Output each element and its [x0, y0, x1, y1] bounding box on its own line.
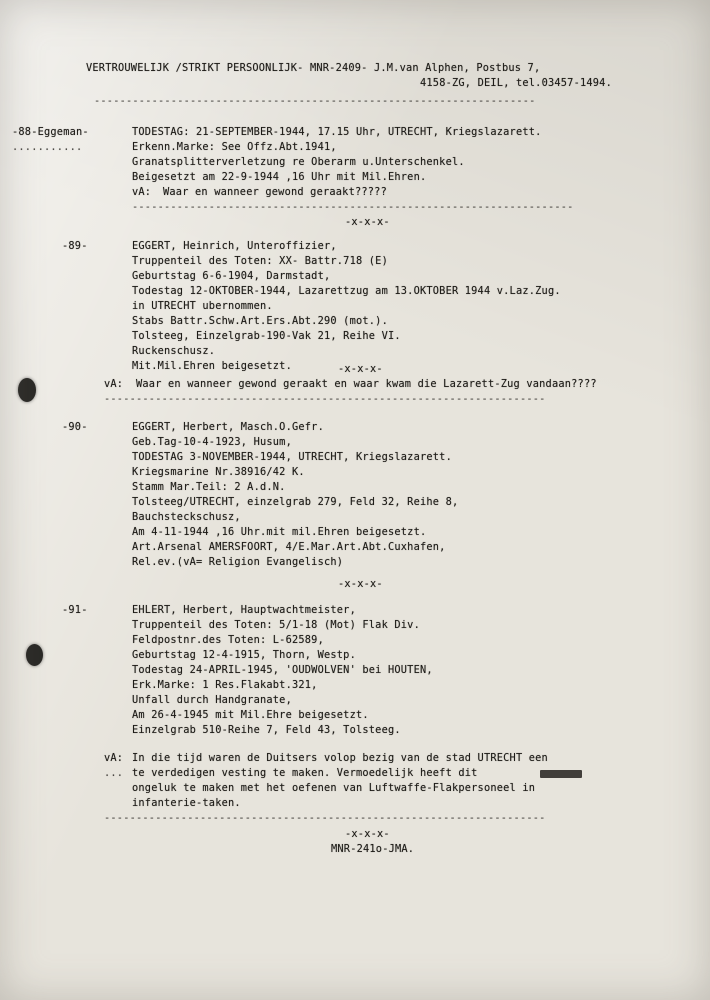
entry-88-line-1: TODESTAG: 21-SEPTEMBER-1944, 17.15 Uhr, UTRECHT, Kriegslazarett. [132, 126, 542, 138]
ink-blot-strikeout [540, 770, 582, 778]
entry-91-line-4: Geburtstag 12-4-1915, Thorn, Westp. [132, 649, 356, 661]
header-line-2: 4158-ZG, DEIL, tel.03457-1494. [420, 77, 612, 89]
entry-91-question-line-3: ongeluk te maken met het oefenen van Luftwaffe-Flakpersoneel in [132, 782, 536, 794]
entry-91-line-3: Feldpostnr.des Toten: L-62589, [132, 634, 324, 646]
entry-88-question-label: vA: [132, 186, 152, 198]
entry-89-line-6: Stabs Battr.Schw.Art.Ers.Abt.290 (mot.). [132, 315, 388, 327]
entry-89-line-7: Tolsteeg, Einzelgrab-190-Vak 21, Reihe VI. [132, 330, 401, 342]
entry-90-line-1: EGGERT, Herbert, Masch.O.Gefr. [132, 421, 324, 433]
entry-dots-88: ........... [12, 141, 83, 153]
entry-90-line-4: Kriegsmarine Nr.38916/42 K. [132, 466, 305, 478]
entry-91-line-7: Unfall durch Handgranate, [132, 694, 292, 706]
entry-91-question-line-1: In die tijd waren de Duitsers volop bezig van de stad UTRECHT een [132, 752, 548, 764]
footer-separator: -x-x-x- [345, 828, 390, 840]
separator-after-88: -x-x-x- [345, 216, 390, 228]
entry-90-line-7: Bauchsteckschusz, [132, 511, 241, 523]
entry-89-line-4: Todestag 12-OKTOBER-1944, Lazarettzug am 13.OKTOBER 1944 v.Laz.Zug. [132, 285, 561, 297]
entry-number-90: -90- [62, 421, 88, 433]
entry-88-line-4: Beigesetzt am 22-9-1944 ,16 Uhr mit Mil.Ehren. [132, 171, 427, 183]
entry-91-question-line-2: te verdedigen vesting te maken. Vermoedelijk heeft dit [132, 767, 478, 779]
entry-89-line-8: Ruckenschusz. [132, 345, 216, 357]
entry-number-89: -89- [62, 240, 88, 252]
entry-91-line-1: EHLERT, Herbert, Hauptwachtmeister, [132, 604, 356, 616]
entry-91-line-8: Am 26-4-1945 mit Mil.Ehre beigesetzt. [132, 709, 369, 721]
entry-89-question-label: vA: [104, 378, 124, 390]
entry-90-line-2: Geb.Tag-10-4-1923, Husum, [132, 436, 292, 448]
punch-hole-icon [18, 378, 36, 402]
entry-90-line-9: Art.Arsenal AMERSFOORT, 4/E.Mar.Art.Abt.Cuxhafen, [132, 541, 446, 553]
entry-91-line-9: Einzelgrab 510-Reihe 7, Feld 43, Tolsteeg. [132, 724, 401, 736]
divider-entry-89: --------------------------------------------------------------------- [104, 393, 546, 405]
entry-89-line-2: Truppenteil des Toten: XX- Battr.718 (E) [132, 255, 388, 267]
entry-88-line-2: Erkenn.Marke: See Offz.Abt.1941, [132, 141, 337, 153]
entry-89-line-1: EGGERT, Heinrich, Unteroffizier, [132, 240, 337, 252]
entry-number-88: -88-Eggeman- [12, 126, 89, 138]
separator-after-90: -x-x-x- [338, 578, 383, 590]
entry-89-question: Waar en wanneer gewond geraakt en waar kwam die Lazarett-Zug vandaan???? [136, 378, 597, 390]
header-line-1: VERTROUWELIJK /STRIKT PERSOONLIJK- MNR-2409- J.M.van Alphen, Postbus 7, [86, 62, 541, 74]
entry-91-question-dots: ... [104, 767, 124, 779]
entry-91-question-label: vA: [104, 752, 124, 764]
entry-89-line-5: in UTRECHT ubernommen. [132, 300, 273, 312]
entry-89-mid-separator: -x-x-x- [338, 363, 383, 375]
entry-88-question: Waar en wanneer gewond geraakt????? [163, 186, 387, 198]
entry-90-line-6: Tolsteeg/UTRECHT, einzelgrab 279, Feld 32, Reihe 8, [132, 496, 459, 508]
entry-91-line-2: Truppenteil des Toten: 5/1-18 (Mot) Flak Div. [132, 619, 420, 631]
entry-91-line-6: Erk.Marke: 1 Res.Flakabt.321, [132, 679, 318, 691]
entry-88-line-3: Granatsplitterverletzung re Oberarm u.Unterschenkel. [132, 156, 465, 168]
entry-90-line-10: Rel.ev.(vA= Religion Evangelisch) [132, 556, 344, 568]
footer-reference: MNR-241o-JMA. [331, 843, 415, 855]
entry-91-line-5: Todestag 24-APRIL-1945, 'OUDWOLVEN' bei HOUTEN, [132, 664, 433, 676]
entry-90-line-5: Stamm Mar.Teil: 2 A.d.N. [132, 481, 286, 493]
entry-90-line-3: TODESTAG 3-NOVEMBER-1944, UTRECHT, Kriegslazarett. [132, 451, 452, 463]
divider-entry-91: --------------------------------------------------------------------- [104, 812, 546, 824]
entry-89-line-3: Geburtstag 6-6-1904, Darmstadt, [132, 270, 331, 282]
divider-top: --------------------------------------------------------------------- [94, 95, 536, 107]
entry-number-91: -91- [62, 604, 88, 616]
entry-90-line-8: Am 4-11-1944 ,16 Uhr.mit mil.Ehren beigesetzt. [132, 526, 427, 538]
entry-89-line-9: Mit.Mil.Ehren beigesetzt. [132, 360, 292, 372]
divider-entry-88: --------------------------------------------------------------------- [132, 201, 574, 213]
entry-91-question-line-4: infanterie-taken. [132, 797, 241, 809]
punch-hole-icon [26, 644, 43, 666]
